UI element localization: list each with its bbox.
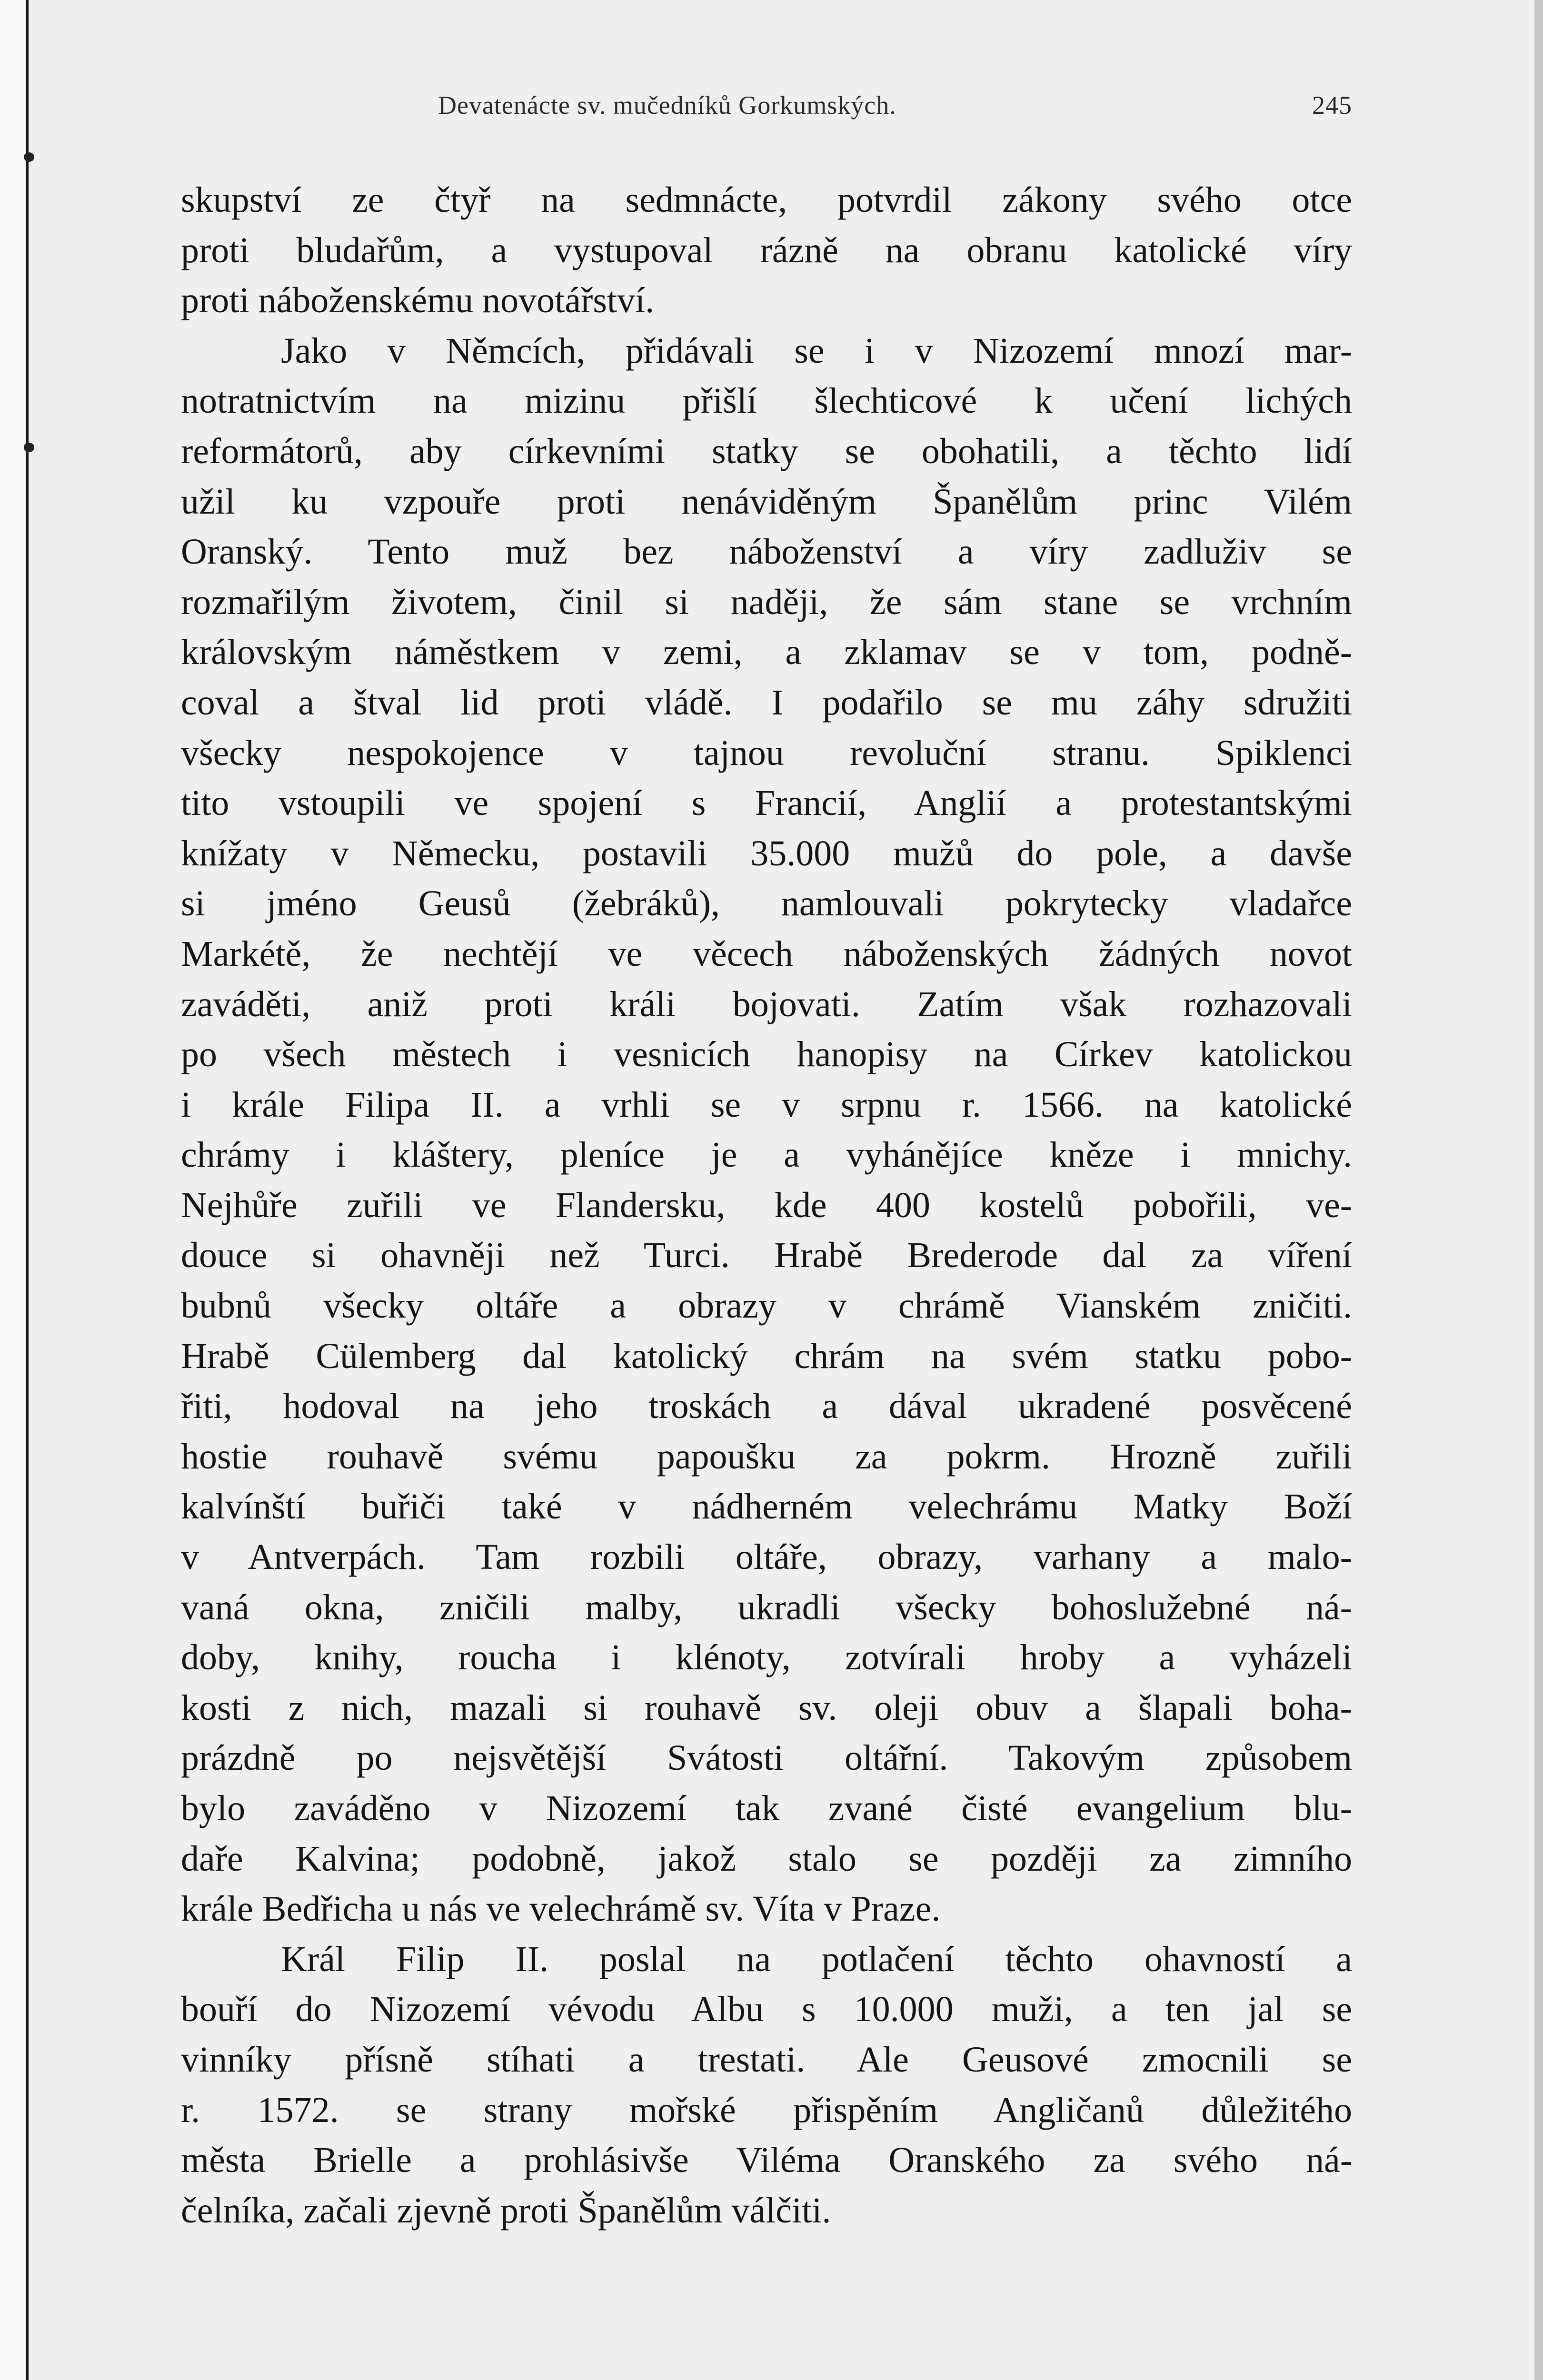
text-line: proti náboženskému novotářství.: [181, 280, 655, 321]
text-line: vinníky přísně stíhati a trestati. Ale Geusové zmocnili se: [181, 2039, 1352, 2080]
text-line: si jméno Geusů (žebráků), namlouvali pokrytecky vladařce: [181, 883, 1352, 924]
text-line: Jako v Němcích, přidávali se i v Nizozemí mnozí mar-: [281, 330, 1352, 371]
text-line: města Brielle a prohlásivše Viléma Oranského za svého ná-: [181, 2140, 1352, 2181]
text-line: skupství ze čtyř na sedmnácte, potvrdil zákony svého otce: [181, 180, 1352, 220]
text-line: coval a štval lid proti vládě. I podařilo se mu záhy sdružiti: [181, 682, 1352, 723]
text-line: rozmařilým životem, činil si naději, že sám stane se vrchním: [181, 582, 1352, 622]
running-header: [181, 90, 1352, 133]
running-title: Devatenácte sv. mučedníků Gorkumských.: [438, 91, 896, 119]
text-line: užil ku vzpouře proti nenáviděným Španělům princ Vilém: [181, 481, 1352, 522]
text-line: chrámy i kláštery, pleníce je a vyhánějíce kněze i mnichy.: [181, 1135, 1352, 1175]
text-line: vaná okna, zničili malby, ukradli všecky bohoslužebné ná-: [181, 1587, 1352, 1627]
text-line: Hrabě Cülemberg dal katolický chrám na svém statku pobo-: [181, 1336, 1352, 1376]
text-line: krále Bedřicha u nás ve velechrámě sv. Víta v Praze.: [181, 1889, 941, 1929]
text-line: všecky nespokojence v tajnou revoluční stranu. Spiklenci: [181, 733, 1352, 773]
text-line: prázdně po nejsvětější Svátosti oltářní. Takovým způsobem: [181, 1738, 1352, 1778]
text-line: hostie rouhavě svému papoušku za pokrm. Hrozně zuřili: [181, 1436, 1352, 1477]
text-line: bylo zaváděno v Nizozemí tak zvané čisté evangelium blu-: [181, 1788, 1352, 1828]
text-line: daře Kalvina; podobně, jakož stalo se později za zimního: [181, 1838, 1352, 1879]
body-text: [181, 175, 1352, 2236]
text-line: Král Filip II. poslal na potlačení těchto ohavností a: [281, 1939, 1352, 1979]
page-edge: [1534, 0, 1543, 2380]
text-line: zaváděti, aniž proti králi bojovati. Zatím však rozhazovali: [181, 984, 1352, 1024]
text-line: reformátorů, aby církevními statky se obohatili, a těchto lidí: [181, 431, 1352, 471]
text-line: proti bludařům, a vystupoval rázně na obranu katolické víry: [181, 230, 1352, 270]
text-line: kalvínští buřiči také v nádherném velechrámu Matky Boží: [181, 1487, 1352, 1527]
text-line: po všech městech i vesnicích hanopisy na Církev katolickou: [181, 1034, 1352, 1075]
page-number: 245: [1312, 91, 1352, 119]
text-line: douce si ohavněji než Turci. Hrabě Brederode dal za víření: [181, 1235, 1352, 1276]
text-line: bouří do Nizozemí vévodu Albu s 10.000 muži, a ten jal se: [181, 1989, 1352, 2030]
text-line: řiti, hodoval na jeho troskách a dával ukradené posvěcené: [181, 1386, 1352, 1427]
text-line: v Antverpách. Tam rozbili oltáře, obrazy, varhany a malo-: [181, 1537, 1352, 1577]
text-line: notratnictvím na mizinu přišlí šlechticové k učení lichých: [181, 381, 1352, 421]
text-line: královským náměstkem v zemi, a zklamav se v tom, podně-: [181, 632, 1352, 673]
text-line: doby, knihy, roucha i klénoty, zotvírali hroby a vyházeli: [181, 1637, 1352, 1678]
binding-mark: [24, 152, 34, 162]
binding-edge: [0, 0, 29, 2380]
text-line: knížaty v Německu, postavili 35.000 mužů do pole, a davše: [181, 833, 1352, 873]
text-line: Nejhůře zuřili ve Flandersku, kde 400 kostelů pobořili, ve-: [181, 1185, 1352, 1225]
text-line: r. 1572. se strany mořské přispěním Angličanů důležitého: [181, 2090, 1352, 2130]
text-line: kosti z nich, mazali si rouhavě sv. oleji obuv a šlapali boha-: [181, 1687, 1352, 1728]
text-line: i krále Filipa II. a vrhli se v srpnu r. 1566. na katolické: [181, 1084, 1352, 1125]
text-line: tito vstoupili ve spojení s Francií, Anglií a protestantskými: [181, 783, 1352, 823]
binding-mark: [24, 443, 34, 452]
text-line: Oranský. Tento muž bez náboženství a víry zadluživ se: [181, 532, 1352, 572]
text-line: bubnů všecky oltáře a obrazy v chrámě Vianském zničiti.: [181, 1286, 1352, 1326]
text-line: čelníka, začali zjevně proti Španělům válčiti.: [181, 2190, 831, 2231]
text-line: Markétě, že nechtějí ve věcech náboženských žádných novot: [181, 933, 1352, 974]
